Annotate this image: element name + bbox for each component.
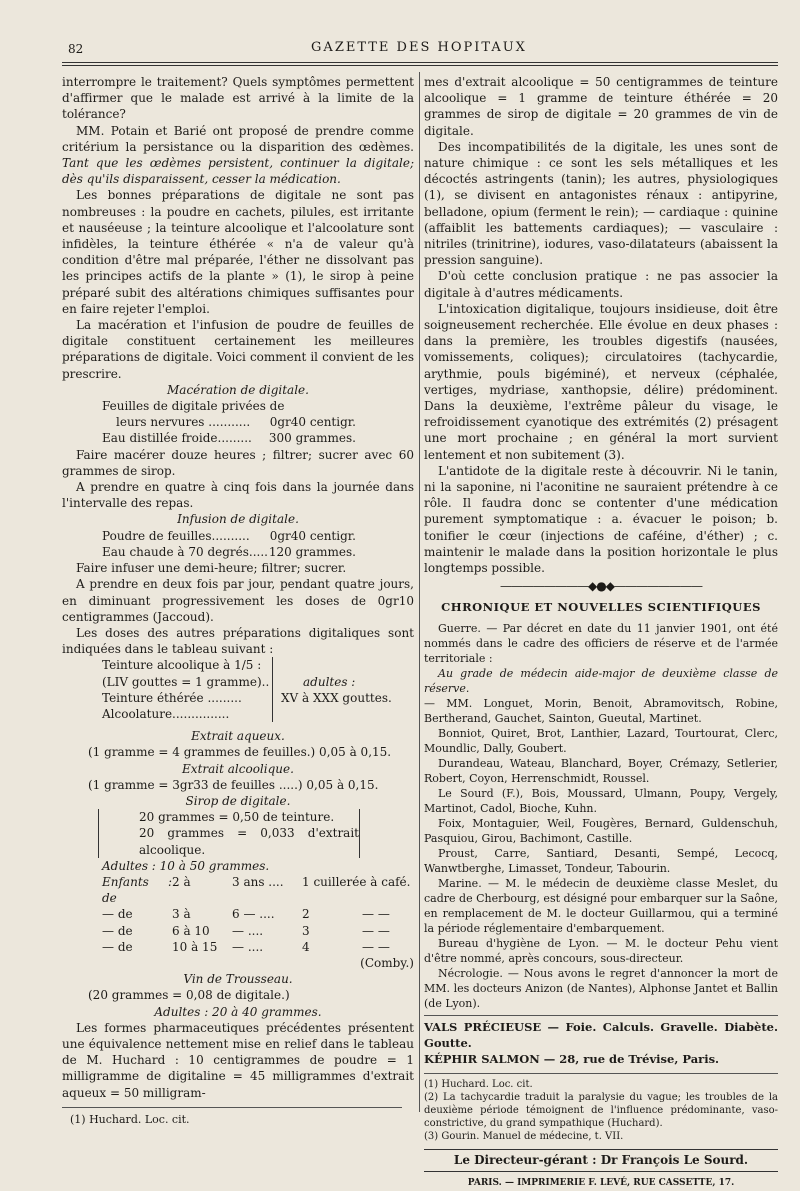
news-item: Bonniot, Quiret, Brot, Lanthier, Lazard, Tourtourat, Clerc, Moundlic, Dally, Goubert. — [424, 726, 778, 755]
quantity: 120 grammes. — [268, 544, 356, 559]
table-cell: 3 — [302, 923, 310, 938]
news-item: Proust, Carre, Santiard, Desanti, Sempé, Lecocq, Wanwtberghe, Limasset, Tondeur, Tabourin. — [424, 846, 778, 875]
paragraph: Faire macérer douze heures ; filtrer; sucrer avec 60 grammes de sirop. — [62, 447, 414, 478]
ingredient: leurs nervures ........... — [116, 415, 251, 430]
dose-table-left — [102, 657, 273, 722]
news-item: Bureau d'hygiène de Lyon. — M. le docteur Pehu vient d'être nommé, après concours, sous-directeur. — [424, 936, 778, 965]
news-item: Nécrologie. — Nous avons le regret d'annoncer la mort de MM. les docteurs Anizon (de Nantes), Alphonse Jantet et Ballin (de Lyon). — [424, 966, 778, 1010]
advertisement: VALS PRÉCIEUSE — Foie. Calculs. Gravelle. Diabète. Goutte. — [424, 1019, 778, 1050]
prep-title: Extrait aqueux. — [191, 729, 285, 744]
paragraph: Les bonnes préparations de digitale ne sont pas nombreuses : la poudre en cachets, pilules, est irritante et nauséeuse ; la teinture alcoolique et l'alcoolature sont infidèles, la teinture éthérée « n'a de valeur qu'à condition d'être mal préparée, l'éther ne dissolvant pas les principes actifs de la plante » (1), le sirop à peine préparé subit des altérations chimiques suffisantes pour en faire rejeter l'emploi. — [62, 188, 414, 316]
recipe-line — [102, 544, 356, 560]
printer-line: PARIS. — IMPRIMERIE F. LEVÉ, RUE CASSETTE, 17. — [467, 1177, 735, 1188]
dose-line: (LIV gouttes = 1 gramme).. — [102, 674, 270, 689]
paragraph: D'où cette conclusion pratique : ne pas associer la digitale à d'autres médicaments. — [424, 269, 778, 300]
paragraph: Les formes pharmaceutiques précédentes présentent une équivalence nettement mise en relief dans le tableau de M. Huchard : 10 centigrammes de poudre = 1 milligramme de digitaline = 45 milligrammes d'extrait aqueux = 50 milligram- — [62, 1020, 414, 1100]
paragraph: Faire infuser une demi-heure; filtrer; sucrer. — [76, 561, 347, 576]
table-cell: 6 — .... — [232, 907, 275, 922]
recipe-line: Feuilles de digitale privées de — [102, 399, 285, 414]
news-item: Durandeau, Wateau, Blanchard, Boyer, Crémazy, Setlerier, Robert, Coyon, Herrenschmidt, Roussel. — [424, 756, 778, 785]
page-title: GAZETTE DES HOPITAUX — [311, 40, 527, 55]
dose-line: Teinture alcoolique à 1/5 : — [102, 658, 262, 673]
table-cell: 6 à 10 — [172, 923, 210, 938]
prep-line: Adultes : 20 à 40 grammes. — [154, 1004, 322, 1019]
advertisement: KÉPHIR SALMON — 28, rue de Trévise, Paris. — [424, 1052, 720, 1067]
footnote: (3) Gourin. Manuel de médecine, t. VII. — [424, 1131, 624, 1143]
paragraph-text: MM. Potain et Barié ont proposé de prendre comme critérium la persistance ou la disparition des œdèmes. — [62, 123, 414, 154]
prep-title: Extrait alcoolique. — [182, 761, 294, 776]
ingredient: Eau chaude à 70 degrés..... — [102, 544, 268, 559]
recipe-title: Infusion de digitale. — [177, 512, 299, 527]
table-cell: 3 ans .... — [232, 874, 284, 889]
header-rule-thin — [62, 65, 778, 66]
table-cell: — — — [362, 907, 390, 922]
table-row — [82, 939, 414, 955]
table-row — [82, 874, 414, 906]
dose-line: Teinture éthérée ......... — [102, 690, 242, 705]
table-cell: 4 — [302, 939, 310, 954]
table-cell: 2 — [302, 907, 310, 922]
table-cell: 3 à — [172, 907, 191, 922]
footnote: (2) La tachycardie traduit la paralysie du vague; les troubles de la deuxième période témoignent de l'influence prédominante, vaso-constrictive, du grand sympathique (Huchard). — [424, 1092, 778, 1130]
paragraph: L'intoxication digitalique, toujours insidieuse, doit être soigneusement recherchée. Elle évolue en deux phases : dans la première, les troubles digestifs (nausées, vomissements, coliques); circulatoires (tachycardie, arythmie, pouls bigéminé), et nerveux (céphalée, vertiges, mydriase, xanthopsie, délire) prédominent. Dans la deuxième, l'extrême pâleur du visage, le refroidissement cyanotique des extrémités (2) présagent une mort prochaine ; en général la mort survient lentement et non subitement (3). — [424, 301, 778, 462]
table-cell: — de — [102, 923, 133, 938]
prep-line: (1 gramme = 4 grammes de feuilles.) 0,05 à 0,15. — [88, 745, 392, 760]
table-cell: — de — [102, 907, 133, 922]
footnote: (1) Huchard. Loc. cit. — [424, 1079, 533, 1091]
paragraph: L'antidote de la digitale reste à découvrir. Ni le tanin, ni la saponine, ni l'aconitine ne sauraient prétendre à ce rôle. Il faudra donc se contenter d'une médication purement symptomatique : a. évacuer le poison; b. tonifier le cœur (injections de caféine, d'éther) ; c. maintenir le malade dans la position horizontale le plus longtemps possible. — [424, 463, 778, 576]
table-cell: Enfants : de — [102, 874, 172, 906]
recipe-line — [102, 414, 356, 430]
table-cell: — — — [362, 939, 390, 954]
footnote-rule — [424, 1073, 778, 1074]
table-cell: — de — [102, 939, 133, 954]
ingredient: Poudre de feuilles.......... — [102, 528, 250, 543]
table-cell — [362, 874, 422, 906]
left-column — [62, 74, 414, 1127]
paragraph: A prendre en quatre à cinq fois dans la journée dans l'intervalle des repas. — [62, 480, 414, 511]
table-cell: — .... — [232, 939, 264, 954]
sirop-block — [98, 809, 360, 858]
prep-line: Adultes : 10 à 50 grammes. — [102, 858, 270, 873]
recipe-line — [102, 528, 356, 544]
prep-title: Vin de Trousseau. — [183, 972, 293, 987]
column-divider — [419, 72, 420, 1112]
recipe-line — [102, 430, 356, 446]
table-cell: 1 cuillerée à café. — [302, 874, 411, 889]
paragraph: A prendre en deux fois par jour, pendant quatre jours, en diminuant progressivement les doses de 0gr10 centigrammes (Jaccoud). — [62, 577, 414, 624]
recipe-maceration — [62, 398, 414, 447]
dose-line: Alcoolature............... — [102, 706, 230, 721]
news-item: — MM. Longuet, Morin, Benoit, Abramovitsch, Robine, Bertherand, Gauchet, Sainton, Gueutal, Martinet. — [424, 696, 778, 725]
recipe-title: Macération de digitale. — [167, 382, 309, 397]
paragraph: Des incompatibilités de la digitale, les unes sont de nature chimique : ce sont les sels métalliques et les décoctés astringents (tanin); les autres, physiologiques (1), se divisent en antagonistes rénaux : antipyrine, belladone, opium (ferment le rein); — cardiaque : quinine (affaiblit les battements cardiaques); — vasculaire : nitriles (trinitrine), iodures, vaso-dilatateurs (abaissent la pression sanguine). — [424, 139, 778, 268]
signature: Le Directeur-gérant : Dr François Le Sourd. — [424, 1149, 778, 1171]
table-cell: 2 à — [172, 874, 191, 889]
page-header — [60, 40, 778, 60]
right-column — [424, 74, 778, 1191]
prep-title: Sirop de digitale. — [185, 793, 291, 808]
news-block — [424, 621, 778, 1011]
news-item: Le Sourd (F.), Bois, Moussard, Ulmann, Poupy, Vergely, Martinot, Cadol, Bioche, Kuhn. — [424, 786, 778, 815]
header-rule — [62, 62, 778, 63]
page-number: 82 — [68, 42, 84, 56]
footnote: (1) Huchard. Loc. cit. — [70, 1112, 190, 1126]
section-title: CHRONIQUE ET NOUVELLES SCIENTIFIQUES — [441, 599, 761, 614]
footnotes — [424, 1078, 778, 1143]
citation: (Comby.) — [360, 955, 414, 970]
quantity: 300 grammes. — [268, 431, 356, 446]
news-item: Marine. — M. le médecin de deuxième classe Meslet, du cadre de Cherbourg, est désigné pour embarquer sur la Saône, en remplacement de M. le docteur Guillarmou, qui a terminé la période réglementaire d'embarquement. — [424, 876, 778, 935]
table-cell: 10 à 15 — [172, 939, 218, 954]
recipe-infusion — [62, 528, 414, 560]
paragraph: mes d'extrait alcoolique = 50 centigrammes de teinture alcoolique = 1 gramme de teinture éthérée = 20 grammes de sirop de digitale = 20 grammes de vin de digitale. — [424, 75, 778, 138]
prep-line: (1 gramme = 3gr33 de feuilles .....) 0,05 à 0,15. — [88, 777, 379, 792]
table-row — [82, 906, 414, 922]
quantity: 0gr40 centigr. — [269, 415, 356, 430]
emphasis-text: Tant que les œdèmes persistent, continuer la digitale; dès qu'ils disparaissent, cesser la médication. — [62, 156, 414, 187]
paragraph — [62, 123, 414, 188]
ornament-divider: ————————◆●◆———————— — [500, 579, 702, 594]
dose-value: XV à XXX gouttes. — [281, 690, 392, 705]
dose-table — [62, 657, 414, 722]
children-dose-table — [62, 874, 414, 955]
paragraph: interrompre le traitement? Quels symptômes permettent d'affirmer que le malade est arrivé à la limite de la tolérance? — [62, 75, 414, 122]
prep-line: 20 grammes = 0,50 de teinture. — [139, 810, 335, 825]
dose-label: adultes : — [303, 674, 356, 689]
ingredient: Eau distillée froide......... — [102, 431, 252, 446]
paragraph: La macération et l'infusion de poudre de feuilles de digitale constituent certainement les meilleures préparations de digitale. Voici comment il convient de les prescrire. — [62, 318, 414, 381]
dose-table-right — [273, 674, 392, 706]
table-cell: — — — [362, 923, 390, 938]
prep-line: 20 grammes = 0,033 d'extrait alcoolique. — [139, 826, 359, 857]
table-cell: — .... — [232, 923, 264, 938]
news-item: Au grade de médecin aide-major de deuxième classe de réserve. — [424, 666, 778, 695]
news-item: Foix, Montaguier, Weil, Fougères, Bernard, Guldenschuh, Pasquiou, Girou, Bachimont, Castille. — [424, 816, 778, 845]
paragraph: Les doses des autres préparations digitaliques sont indiquées dans le tableau suivant : — [62, 625, 414, 657]
footnote-rule — [62, 1107, 402, 1108]
news-item: Guerre. — Par décret en date du 11 janvier 1901, ont été nommés dans le cadre des officiers de réserve et de l'armée territoriale : — [424, 621, 778, 665]
prep-line: (20 grammes = 0,08 de digitale.) — [88, 988, 290, 1003]
table-row — [82, 923, 414, 939]
quantity: 0gr40 centigr. — [269, 528, 356, 543]
advertisements — [424, 1015, 778, 1068]
